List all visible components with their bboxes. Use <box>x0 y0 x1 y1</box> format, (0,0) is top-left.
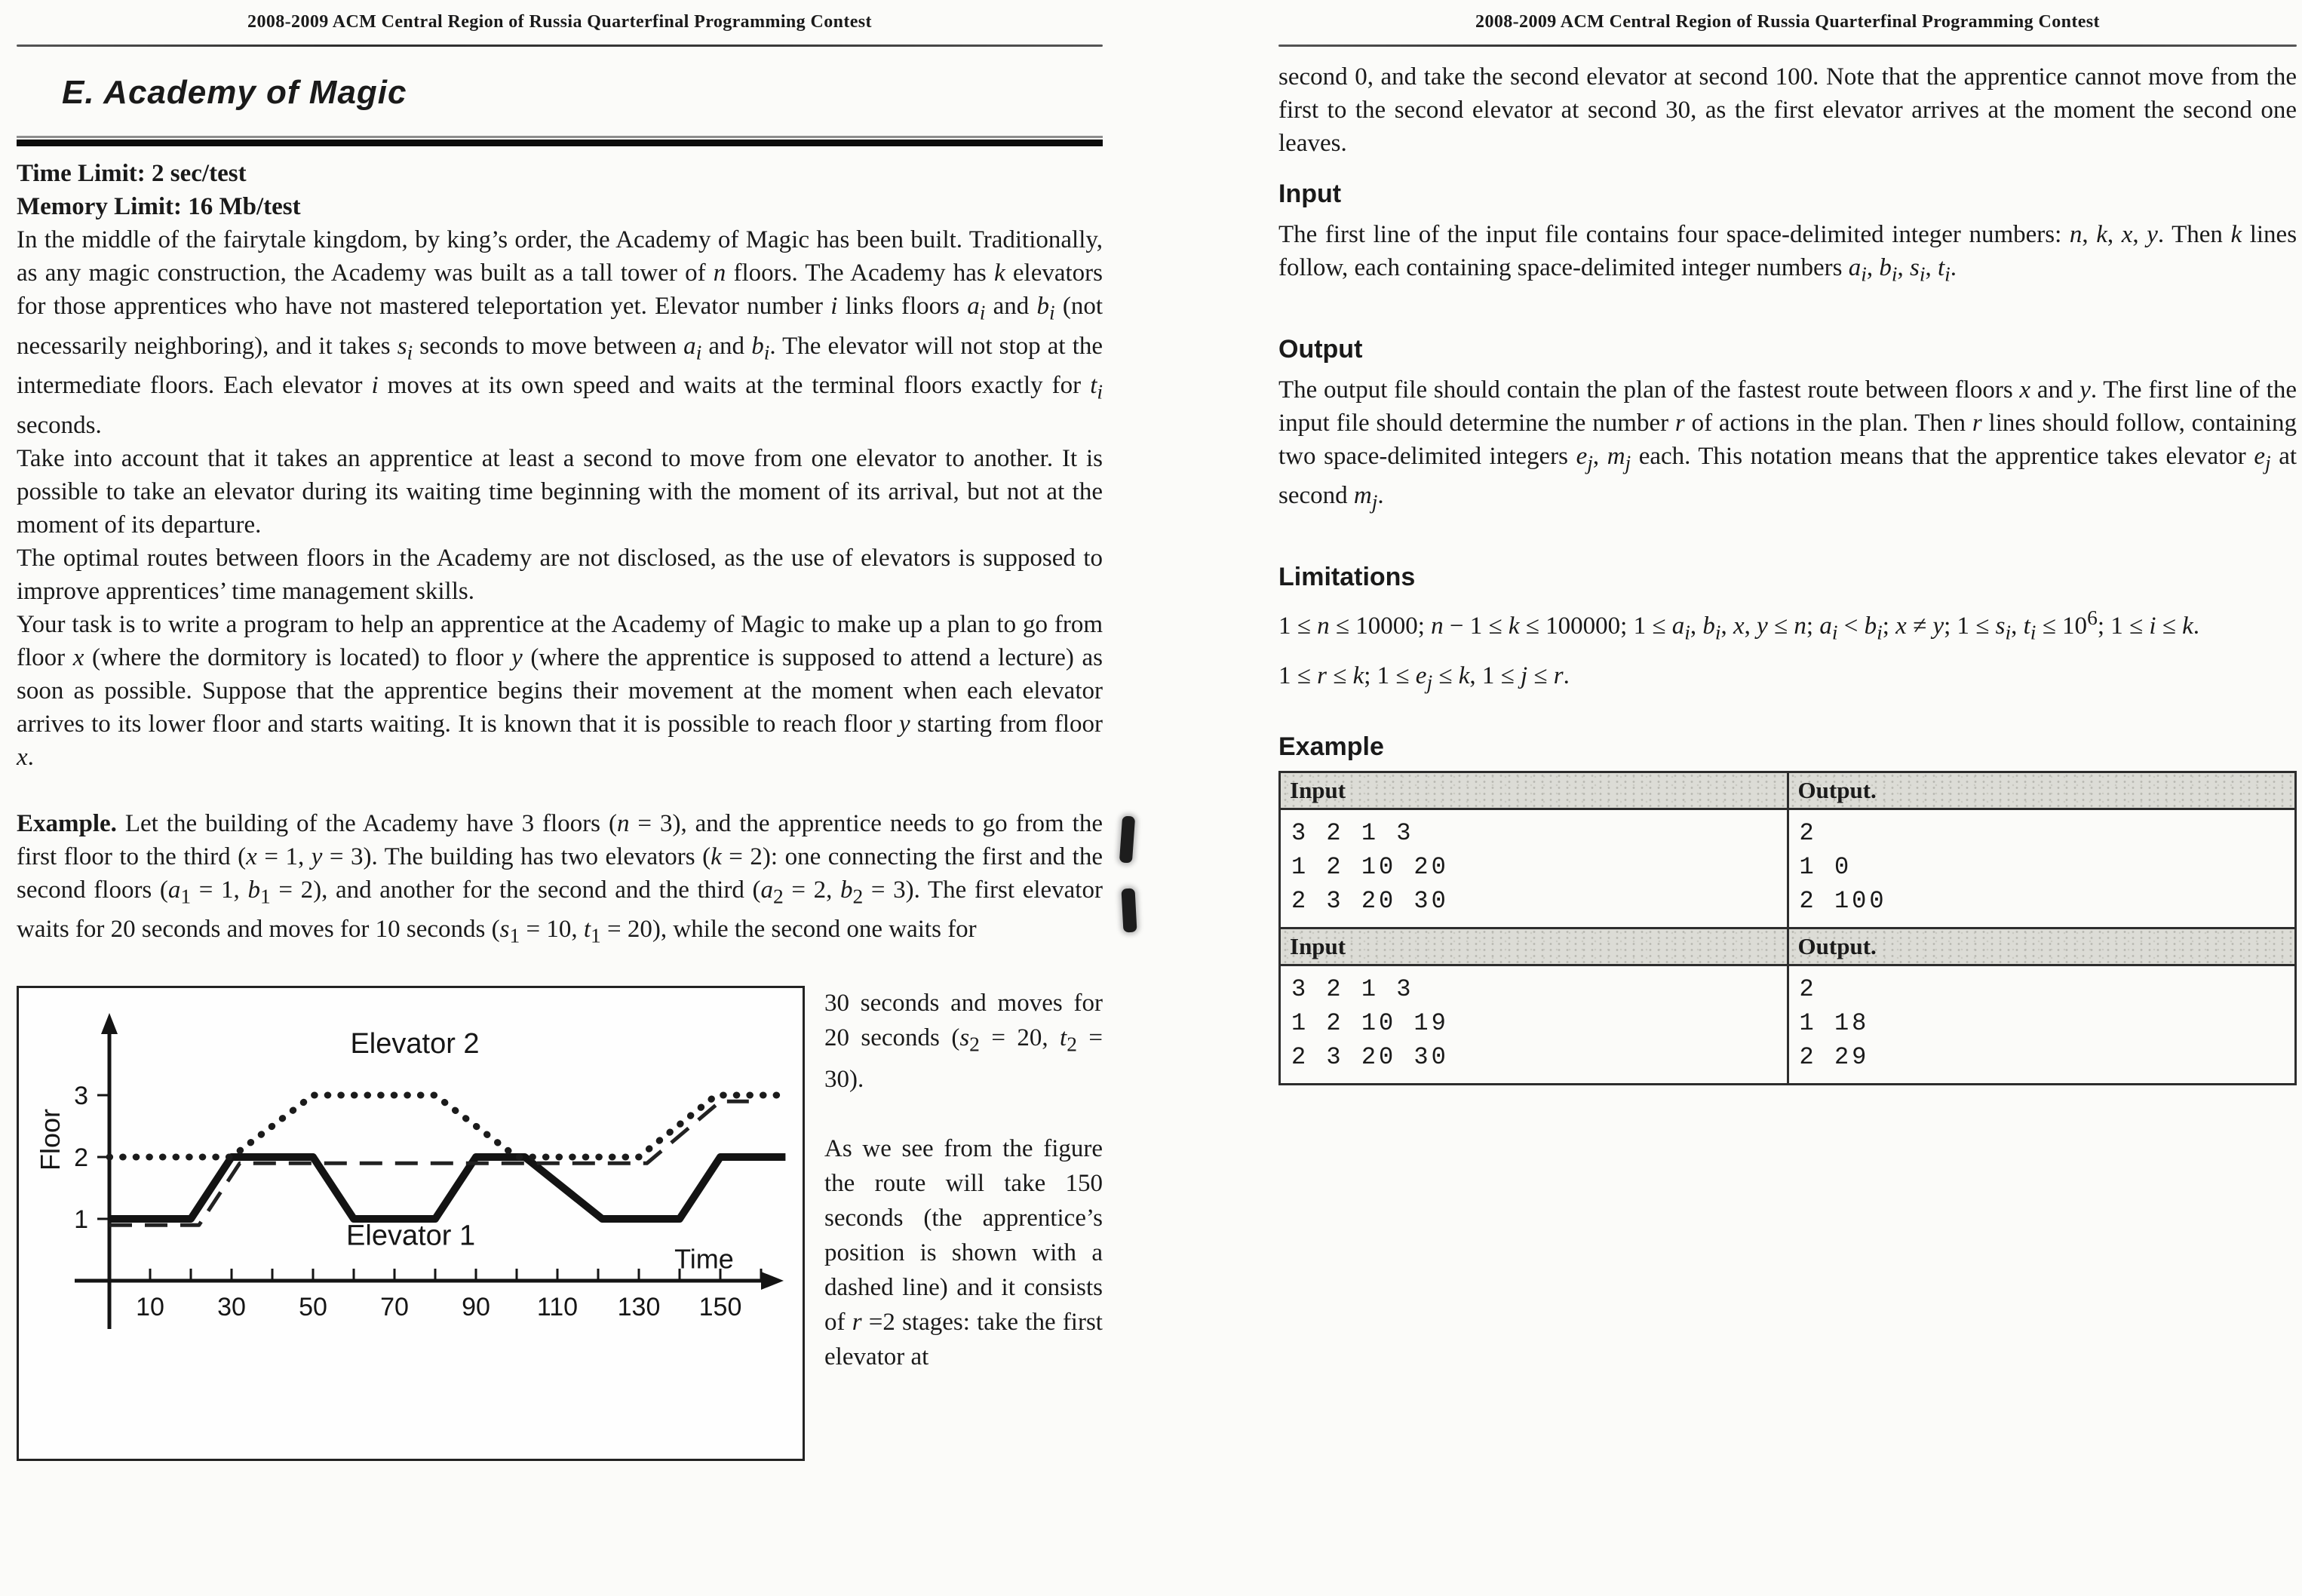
x-tick-label: 130 <box>617 1292 661 1321</box>
test2-input-line: 1 2 10 19 <box>1291 1008 1449 1037</box>
left-page <box>17 0 1103 1461</box>
x-axis-title: Time <box>674 1243 734 1275</box>
side-paragraph-2: As we see from the figure the route will take 150 seconds (the apprentice’s position is shown with a dashed line) and it consists of r =2 stages: take the first elevator at <box>824 1134 1103 1370</box>
limitations-line-2: 1 ≤ r ≤ k; $1 \le e_j \le k$, 1 ≤ j ≤ r. <box>1278 662 1570 694</box>
output-column-header: Output. <box>1788 928 2295 965</box>
x-tick-label: 90 <box>462 1292 490 1321</box>
series-dashed <box>109 1101 749 1225</box>
y-tick-label: 3 <box>74 1081 88 1110</box>
example-table <box>1278 771 2297 1085</box>
limitations-heading: Limitations <box>1278 562 1416 591</box>
x-tick-label: 70 <box>380 1292 409 1321</box>
test2-output-line: 2 <box>1799 974 1817 1003</box>
y-tick-label: 1 <box>74 1205 88 1234</box>
x-tick-label: 30 <box>217 1292 246 1321</box>
test1-output-line: 2 <box>1799 818 1817 847</box>
x-tick-label: 50 <box>299 1292 327 1321</box>
header-rule-right <box>1278 45 2297 47</box>
output-column-header: Output. <box>1788 772 2295 809</box>
input-paragraph: The first line of the input file contains four space-delimited integer numbers: n, k, x, y. Then k lines follow, each containing space-delimited integer numbers $a_i$, $b_i$, $s_i$, $t_i$. <box>1278 221 2297 286</box>
running-header-right: 2008-2009 ACM Central Region of Russia Quarterfinal Programming Contest <box>1475 12 2100 32</box>
output-paragraph: The output file should contain the plan of the fastest route between floors x and y. The first line of the input file should determine the number r of actions in the plan. Then r lines should follow, containing two space-delimited integers $e_j$, $m_j$ each. This notation means that the apprentice takes elevator $e_j$ at second $m_j$. <box>1278 376 2297 514</box>
y-tick-label: 2 <box>74 1143 88 1172</box>
input-column-header: Input <box>1280 928 1788 965</box>
test2-input-line: 2 3 20 30 <box>1291 1042 1449 1071</box>
test2-output-line: 1 18 <box>1799 1008 1870 1037</box>
title-rule <box>17 136 1103 146</box>
test1-output-line: 1 0 <box>1799 852 1852 881</box>
input-heading: Input <box>1278 180 1342 208</box>
x-tick-label: 10 <box>136 1292 164 1321</box>
problem-title: E. Academy of Magic <box>62 74 407 111</box>
figure-row <box>17 986 1103 1461</box>
test2-output-line: 2 29 <box>1799 1042 1870 1071</box>
elevator-timing-chart <box>19 988 803 1459</box>
test1-input-line: 1 2 10 20 <box>1291 852 1449 881</box>
memory-limit: Memory Limit: 16 Mb/test <box>17 193 301 220</box>
statement-paragraph-2: Take into account that it takes an apprentice at least a second to move from one elevator to another. It is possible to take an elevator during its waiting time beginning with the moment of its arrival, but not at the moment of its departure. <box>17 444 1103 539</box>
time-limit: Time Limit: 2 sec/test <box>17 160 247 187</box>
input-column-header: Input <box>1280 772 1788 809</box>
test2-input-line: 3 2 1 3 <box>1291 974 1414 1003</box>
table-header-row-1 <box>1280 772 2296 809</box>
test1-input-cell <box>1280 809 1788 928</box>
output-heading: Output <box>1278 334 1363 364</box>
test2-output-cell <box>1788 965 2295 1084</box>
elevator-figure <box>17 986 805 1461</box>
right-page <box>1278 0 2297 1085</box>
figure-side-column <box>824 986 1103 1461</box>
statement-paragraph-3: The optimal routes between floors in the Academy are not disclosed, as the use of elevators is supposed to improve apprentices’ time management skills. <box>17 544 1103 605</box>
test1-input-line: 3 2 1 3 <box>1291 818 1414 847</box>
statement-paragraph-1: In the middle of the fairytale kingdom, by king’s order, the Academy of Magic has been built. Traditionally, as any magic construction, the Academy was built as a tall tower of n floors. The Academy has k elevators for those apprentices who have not mastered teleportation yet. Elevator number i links floors $a_i$ and $b_i$ (not necessarily neighboring), and it takes $s_i$ seconds to move between $a_i$ and $b_i$. The elevator will not stop at the intermediate floors. Each elevator i moves at its own speed and waits at the terminal floors exactly for $t_i$ seconds. <box>17 226 1103 439</box>
statement-paragraph-4: Your task is to write a program to help an apprentice at the Academy of Magic to make up a plan to go from floor x (where the dormitory is located) to floor y (where the apprentice is supposed to attend a lecture) as soon as possible. Suppose that the apprentice begins their movement at the moment when each elevator arrives to its lower floor and starts waiting. It is known that it is possible to reach floor y starting from floor x. <box>17 610 1103 771</box>
table-row-test-1 <box>1280 809 2296 928</box>
side-paragraph-1: 30 seconds and moves for 20 seconds ($s_2 = 20$, $t_2 = 30$). <box>824 989 1103 1093</box>
test1-output-line: 2 100 <box>1799 886 1887 915</box>
test1-output-cell <box>1788 809 2295 928</box>
binding-mark-top <box>1119 815 1135 863</box>
header-rule-left <box>17 45 1103 47</box>
x-tick-label: 150 <box>698 1292 742 1321</box>
limitations-line-1: 1 ≤ n ≤ 10000; n − 1 ≤ k ≤ 100000; $1 \le a_i$, $b_i$, x, y ≤ n; $a_i < b_i$; x ≠ y; $1 \le s_i$, $t_i \le 10^6$; 1 ≤ i ≤ k. <box>1278 605 2200 644</box>
example-paragraph: Example. Let the building of the Academy have 3 floors (n = 3), and the apprentice needs to go from the first floor to the third (x = 1, y = 3). The building has two elevators (k = 2): one connecting the first and the second floors ($a_1 = 1$, $b_1 = 2$), and another for the second and the third ($a_2 = 2$, $b_2 = 3$). The first elevator waits for 20 seconds and moves for 10 seconds ($s_1 = 10$, $t_1 = 20$), while the second one waits for <box>17 809 1103 947</box>
example-heading: Example <box>1278 732 1384 761</box>
series-label: Elevator 2 <box>350 1028 480 1060</box>
statement-continuation: second 0, and take the second elevator at second 100. Note that the apprentice cannot move from the first to the second elevator at second 30, as the first elevator arrives at the moment the second one leaves. <box>1278 63 2297 157</box>
series-label: Elevator 1 <box>346 1220 476 1252</box>
test1-input-line: 2 3 20 30 <box>1291 886 1449 915</box>
test2-input-cell <box>1280 965 1788 1084</box>
table-row-test-2 <box>1280 965 2296 1084</box>
x-tick-label: 110 <box>536 1292 579 1321</box>
y-axis-arrow <box>101 1013 118 1034</box>
running-header-left: 2008-2009 ACM Central Region of Russia Quarterfinal Programming Contest <box>247 12 872 32</box>
x-axis-arrow <box>761 1272 784 1290</box>
series-dotted <box>109 1095 785 1157</box>
table-header-row-2 <box>1280 928 2296 965</box>
y-axis-title: Floor <box>35 1108 66 1171</box>
binding-mark-bottom <box>1121 889 1137 933</box>
